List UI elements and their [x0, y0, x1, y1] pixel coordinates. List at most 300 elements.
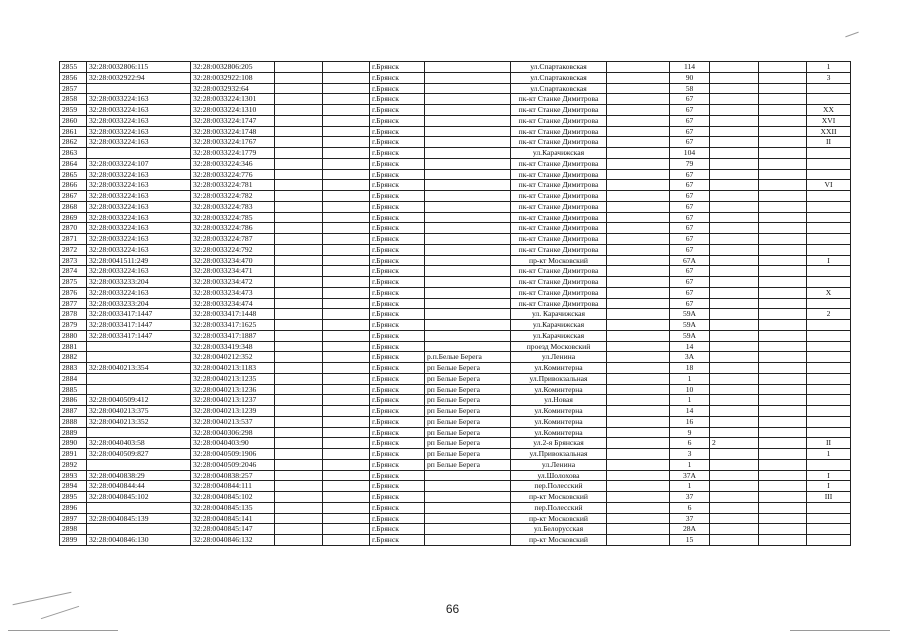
row-number-cell: 2890 [60, 438, 87, 449]
house-number-cell: 15 [670, 535, 710, 546]
settlement-cell [425, 212, 511, 223]
table-row [60, 266, 851, 277]
table-row [60, 373, 851, 384]
blank-cell [323, 320, 370, 331]
street-cell: пр-кт Московский [511, 255, 607, 266]
settlement-cell: рп Белые Берега [425, 438, 511, 449]
house-number-cell: 14 [670, 341, 710, 352]
parcel-cadastral-cell [87, 502, 191, 513]
building-cell [710, 255, 759, 266]
city-cell: г.Брянск [370, 244, 425, 255]
blank-cell [607, 449, 670, 460]
building-cell [710, 201, 759, 212]
settlement-cell [425, 320, 511, 331]
blank-cell [607, 427, 670, 438]
object-cadastral-cell: 32:28:0033224:1301 [191, 94, 275, 105]
row-number-cell: 2891 [60, 449, 87, 460]
premises-number-cell [807, 148, 851, 159]
object-cadastral-cell: 32:28:0040213:1239 [191, 406, 275, 417]
parcel-cadastral-cell [87, 352, 191, 363]
house-number-cell: 67 [670, 105, 710, 116]
parcel-cadastral-cell: 32:28:0040213:352 [87, 416, 191, 427]
blank-cell [275, 492, 323, 503]
table-row [60, 223, 851, 234]
settlement-cell [425, 309, 511, 320]
blank-cell [759, 524, 807, 535]
object-cadastral-cell: 32:28:0033224:346 [191, 158, 275, 169]
building-cell [710, 492, 759, 503]
blank-cell [759, 502, 807, 513]
blank-cell [323, 427, 370, 438]
object-cadastral-cell: 32:28:0033224:782 [191, 191, 275, 202]
city-cell: г.Брянск [370, 330, 425, 341]
blank-cell [323, 212, 370, 223]
city-cell: г.Брянск [370, 492, 425, 503]
blank-cell [275, 406, 323, 417]
blank-cell [607, 83, 670, 94]
street-cell: пк-кт Станке Димитрова [511, 298, 607, 309]
parcel-cadastral-cell: 32:28:0033224:163 [87, 234, 191, 245]
blank-cell [323, 309, 370, 320]
parcel-cadastral-cell: 32:28:0040213:354 [87, 363, 191, 374]
blank-cell [607, 115, 670, 126]
settlement-cell [425, 341, 511, 352]
blank-cell [323, 449, 370, 460]
building-cell [710, 169, 759, 180]
building-cell [710, 126, 759, 137]
object-cadastral-cell: 32:28:0033224:1748 [191, 126, 275, 137]
city-cell: г.Брянск [370, 223, 425, 234]
blank-cell [323, 72, 370, 83]
blank-cell [323, 148, 370, 159]
blank-cell [275, 126, 323, 137]
city-cell: г.Брянск [370, 459, 425, 470]
blank-cell [323, 115, 370, 126]
row-number-cell: 2866 [60, 180, 87, 191]
settlement-cell: рп Белые Берега [425, 384, 511, 395]
table-row [60, 126, 851, 137]
blank-cell [759, 287, 807, 298]
city-cell: г.Брянск [370, 148, 425, 159]
premises-number-cell [807, 201, 851, 212]
parcel-cadastral-cell: 32:28:0033224:163 [87, 137, 191, 148]
row-number-cell: 2882 [60, 352, 87, 363]
house-number-cell: 67 [670, 191, 710, 202]
parcel-cadastral-cell: 32:28:0033224:163 [87, 115, 191, 126]
row-number-cell: 2859 [60, 105, 87, 116]
blank-cell [607, 352, 670, 363]
table-row [60, 524, 851, 535]
blank-cell [607, 212, 670, 223]
city-cell: г.Брянск [370, 180, 425, 191]
house-number-cell: 79 [670, 158, 710, 169]
street-cell: ул.Ленина [511, 352, 607, 363]
blank-cell [607, 492, 670, 503]
parcel-cadastral-cell: 32:28:0033224:163 [87, 212, 191, 223]
table-row [60, 62, 851, 73]
blank-cell [607, 137, 670, 148]
parcel-cadastral-cell: 32:28:0033224:163 [87, 105, 191, 116]
row-number-cell: 2868 [60, 201, 87, 212]
house-number-cell: 37А [670, 470, 710, 481]
settlement-cell [425, 191, 511, 202]
blank-cell [275, 83, 323, 94]
city-cell: г.Брянск [370, 169, 425, 180]
settlement-cell [425, 298, 511, 309]
blank-cell [759, 234, 807, 245]
blank-cell [759, 481, 807, 492]
object-cadastral-cell: 32:28:0033224:1779 [191, 148, 275, 159]
street-cell: проезд Московский [511, 341, 607, 352]
city-cell: г.Брянск [370, 535, 425, 546]
street-cell: ул.Карачижская [511, 320, 607, 331]
object-cadastral-cell: 32:28:0033224:783 [191, 201, 275, 212]
city-cell: г.Брянск [370, 105, 425, 116]
premises-number-cell [807, 266, 851, 277]
object-cadastral-cell: 32:28:0040213:1183 [191, 363, 275, 374]
street-cell: ул.Спартаковская [511, 72, 607, 83]
blank-cell [607, 384, 670, 395]
building-cell [710, 298, 759, 309]
blank-cell [759, 180, 807, 191]
premises-number-cell [807, 244, 851, 255]
blank-cell [323, 255, 370, 266]
object-cadastral-cell: 32:28:0040213:1236 [191, 384, 275, 395]
settlement-cell: рп Белые Берега [425, 459, 511, 470]
city-cell: г.Брянск [370, 438, 425, 449]
blank-cell [759, 255, 807, 266]
settlement-cell: рп Белые Берега [425, 406, 511, 417]
street-cell: ул.Коминтерна [511, 384, 607, 395]
object-cadastral-cell: 32:28:0033224:776 [191, 169, 275, 180]
settlement-cell [425, 223, 511, 234]
row-number-cell: 2898 [60, 524, 87, 535]
blank-cell [759, 115, 807, 126]
city-cell: г.Брянск [370, 277, 425, 288]
settlement-cell [425, 330, 511, 341]
settlement-cell [425, 524, 511, 535]
blank-cell [759, 169, 807, 180]
row-number-cell: 2886 [60, 395, 87, 406]
blank-cell [607, 535, 670, 546]
house-number-cell: 59А [670, 330, 710, 341]
house-number-cell: 67 [670, 212, 710, 223]
blank-cell [323, 470, 370, 481]
table-row [60, 244, 851, 255]
blank-cell [323, 363, 370, 374]
settlement-cell [425, 62, 511, 73]
table-row [60, 287, 851, 298]
settlement-cell [425, 502, 511, 513]
street-cell: пк-кт Станке Димитрова [511, 137, 607, 148]
building-cell [710, 287, 759, 298]
blank-cell [607, 470, 670, 481]
row-number-cell: 2888 [60, 416, 87, 427]
blank-cell [323, 266, 370, 277]
street-cell: пр-кт Московский [511, 535, 607, 546]
blank-cell [759, 352, 807, 363]
row-number-cell: 2873 [60, 255, 87, 266]
settlement-cell [425, 470, 511, 481]
house-number-cell: 3 [670, 449, 710, 460]
settlement-cell [425, 180, 511, 191]
house-number-cell: 67 [670, 126, 710, 137]
object-cadastral-cell: 32:28:0040845:141 [191, 513, 275, 524]
blank-cell [607, 244, 670, 255]
blank-cell [275, 459, 323, 470]
table-row [60, 201, 851, 212]
table-row [60, 438, 851, 449]
settlement-cell [425, 158, 511, 169]
blank-cell [275, 234, 323, 245]
blank-cell [275, 352, 323, 363]
premises-number-cell [807, 330, 851, 341]
house-number-cell: 6 [670, 438, 710, 449]
blank-cell [275, 341, 323, 352]
object-cadastral-cell: 32:28:0033224:1767 [191, 137, 275, 148]
settlement-cell: рп Белые Берега [425, 416, 511, 427]
parcel-cadastral-cell: 32:28:0040403:58 [87, 438, 191, 449]
object-cadastral-cell: 32:28:0040213:537 [191, 416, 275, 427]
blank-cell [323, 513, 370, 524]
parcel-cadastral-cell: 32:28:0033224:163 [87, 266, 191, 277]
house-number-cell: 1 [670, 395, 710, 406]
parcel-cadastral-cell: 32:28:0033224:107 [87, 158, 191, 169]
blank-cell [607, 287, 670, 298]
blank-cell [323, 535, 370, 546]
table-row [60, 255, 851, 266]
city-cell: г.Брянск [370, 406, 425, 417]
settlement-cell [425, 234, 511, 245]
city-cell: г.Брянск [370, 234, 425, 245]
blank-cell [323, 62, 370, 73]
blank-cell [275, 363, 323, 374]
blank-cell [607, 309, 670, 320]
house-number-cell: 67А [670, 255, 710, 266]
house-number-cell: 3А [670, 352, 710, 363]
blank-cell [323, 384, 370, 395]
blank-cell [759, 62, 807, 73]
street-cell: пр-кт Московский [511, 492, 607, 503]
premises-number-cell: XX [807, 105, 851, 116]
building-cell [710, 535, 759, 546]
row-number-cell: 2885 [60, 384, 87, 395]
row-number-cell: 2871 [60, 234, 87, 245]
parcel-cadastral-cell: 32:28:0040838:29 [87, 470, 191, 481]
premises-number-cell [807, 535, 851, 546]
parcel-cadastral-cell: 32:28:0033233:204 [87, 298, 191, 309]
object-cadastral-cell: 32:28:0032806:205 [191, 62, 275, 73]
city-cell: г.Брянск [370, 427, 425, 438]
blank-cell [607, 502, 670, 513]
blank-cell [607, 373, 670, 384]
blank-cell [275, 395, 323, 406]
blank-cell [759, 449, 807, 460]
blank-cell [275, 255, 323, 266]
street-cell: ул.Привокзальная [511, 449, 607, 460]
city-cell: г.Брянск [370, 309, 425, 320]
table-row [60, 406, 851, 417]
city-cell: г.Брянск [370, 373, 425, 384]
blank-cell [275, 62, 323, 73]
blank-cell [759, 330, 807, 341]
settlement-cell [425, 201, 511, 212]
row-number-cell: 2875 [60, 277, 87, 288]
premises-number-cell: 1 [807, 449, 851, 460]
row-number-cell: 2870 [60, 223, 87, 234]
blank-cell [323, 373, 370, 384]
blank-cell [759, 427, 807, 438]
blank-cell [275, 137, 323, 148]
object-cadastral-cell: 32:28:0033224:1747 [191, 115, 275, 126]
blank-cell [759, 470, 807, 481]
settlement-cell [425, 513, 511, 524]
row-number-cell: 2862 [60, 137, 87, 148]
blank-cell [323, 502, 370, 513]
blank-cell [275, 212, 323, 223]
premises-number-cell [807, 83, 851, 94]
object-cadastral-cell: 32:28:0033417:1625 [191, 320, 275, 331]
house-number-cell: 67 [670, 298, 710, 309]
table-row [60, 298, 851, 309]
blank-cell [759, 298, 807, 309]
row-number-cell: 2884 [60, 373, 87, 384]
table-row [60, 72, 851, 83]
settlement-cell [425, 72, 511, 83]
premises-number-cell: II [807, 438, 851, 449]
building-cell [710, 223, 759, 234]
street-cell: пк-кт Станке Димитрова [511, 212, 607, 223]
blank-cell [759, 244, 807, 255]
street-cell: ул.Белорусская [511, 524, 607, 535]
premises-number-cell [807, 191, 851, 202]
building-cell [710, 449, 759, 460]
city-cell: г.Брянск [370, 266, 425, 277]
street-cell: пк-кт Станке Димитрова [511, 126, 607, 137]
row-number-cell: 2876 [60, 287, 87, 298]
street-cell: пк-кт Станке Димитрова [511, 105, 607, 116]
premises-number-cell [807, 212, 851, 223]
house-number-cell: 59А [670, 309, 710, 320]
building-cell [710, 83, 759, 94]
blank-cell [607, 191, 670, 202]
object-cadastral-cell: 32:28:0040403:90 [191, 438, 275, 449]
parcel-cadastral-cell: 32:28:0040845:139 [87, 513, 191, 524]
settlement-cell: рп Белые Берега [425, 395, 511, 406]
house-number-cell: 90 [670, 72, 710, 83]
object-cadastral-cell: 32:28:0033417:1887 [191, 330, 275, 341]
blank-cell [607, 438, 670, 449]
table-row [60, 148, 851, 159]
object-cadastral-cell: 32:28:0033234:470 [191, 255, 275, 266]
street-cell: пк-кт Станке Димитрова [511, 158, 607, 169]
blank-cell [759, 148, 807, 159]
premises-number-cell [807, 427, 851, 438]
blank-cell [607, 62, 670, 73]
blank-cell [607, 416, 670, 427]
city-cell: г.Брянск [370, 212, 425, 223]
city-cell: г.Брянск [370, 126, 425, 137]
city-cell: г.Брянск [370, 502, 425, 513]
parcel-cadastral-cell: 32:28:0033224:163 [87, 244, 191, 255]
blank-cell [759, 309, 807, 320]
premises-number-cell [807, 320, 851, 331]
blank-cell [759, 277, 807, 288]
object-cadastral-cell: 32:28:0033224:787 [191, 234, 275, 245]
row-number-cell: 2867 [60, 191, 87, 202]
street-cell: ул.2-я Брянская [511, 438, 607, 449]
building-cell [710, 309, 759, 320]
premises-number-cell [807, 94, 851, 105]
parcel-cadastral-cell [87, 373, 191, 384]
table-row [60, 481, 851, 492]
premises-number-cell: II [807, 137, 851, 148]
building-cell [710, 158, 759, 169]
blank-cell [759, 492, 807, 503]
table-row [60, 309, 851, 320]
city-cell: г.Брянск [370, 363, 425, 374]
city-cell: г.Брянск [370, 201, 425, 212]
building-cell [710, 115, 759, 126]
premises-number-cell [807, 459, 851, 470]
premises-number-cell [807, 416, 851, 427]
settlement-cell [425, 266, 511, 277]
table-row [60, 191, 851, 202]
blank-cell [323, 395, 370, 406]
row-number-cell: 2865 [60, 169, 87, 180]
blank-cell [607, 277, 670, 288]
city-cell: г.Брянск [370, 158, 425, 169]
parcel-cadastral-cell: 32:28:0041511:249 [87, 255, 191, 266]
blank-cell [607, 148, 670, 159]
blank-cell [275, 481, 323, 492]
city-cell: г.Брянск [370, 115, 425, 126]
blank-cell [323, 169, 370, 180]
premises-number-cell [807, 513, 851, 524]
house-number-cell: 37 [670, 492, 710, 503]
row-number-cell: 2857 [60, 83, 87, 94]
building-cell [710, 416, 759, 427]
blank-cell [759, 158, 807, 169]
table-row [60, 180, 851, 191]
parcel-cadastral-cell: 32:28:0032806:115 [87, 62, 191, 73]
premises-number-cell: XVI [807, 115, 851, 126]
row-number-cell: 2878 [60, 309, 87, 320]
settlement-cell [425, 277, 511, 288]
house-number-cell: 14 [670, 406, 710, 417]
city-cell: г.Брянск [370, 481, 425, 492]
row-number-cell: 2877 [60, 298, 87, 309]
blank-cell [607, 266, 670, 277]
building-cell [710, 406, 759, 417]
building-cell [710, 148, 759, 159]
blank-cell [607, 180, 670, 191]
blank-cell [607, 524, 670, 535]
house-number-cell: 67 [670, 266, 710, 277]
city-cell: г.Брянск [370, 384, 425, 395]
building-cell [710, 94, 759, 105]
blank-cell [275, 535, 323, 546]
street-cell: пк-кт Станке Димитрова [511, 287, 607, 298]
street-cell: пк-кт Станке Димитрова [511, 115, 607, 126]
street-cell: ул.Коминтерна [511, 406, 607, 417]
house-number-cell: 67 [670, 115, 710, 126]
parcel-cadastral-cell [87, 83, 191, 94]
blank-cell [759, 373, 807, 384]
premises-number-cell: 1 [807, 62, 851, 73]
house-number-cell: 10 [670, 384, 710, 395]
table-row [60, 115, 851, 126]
